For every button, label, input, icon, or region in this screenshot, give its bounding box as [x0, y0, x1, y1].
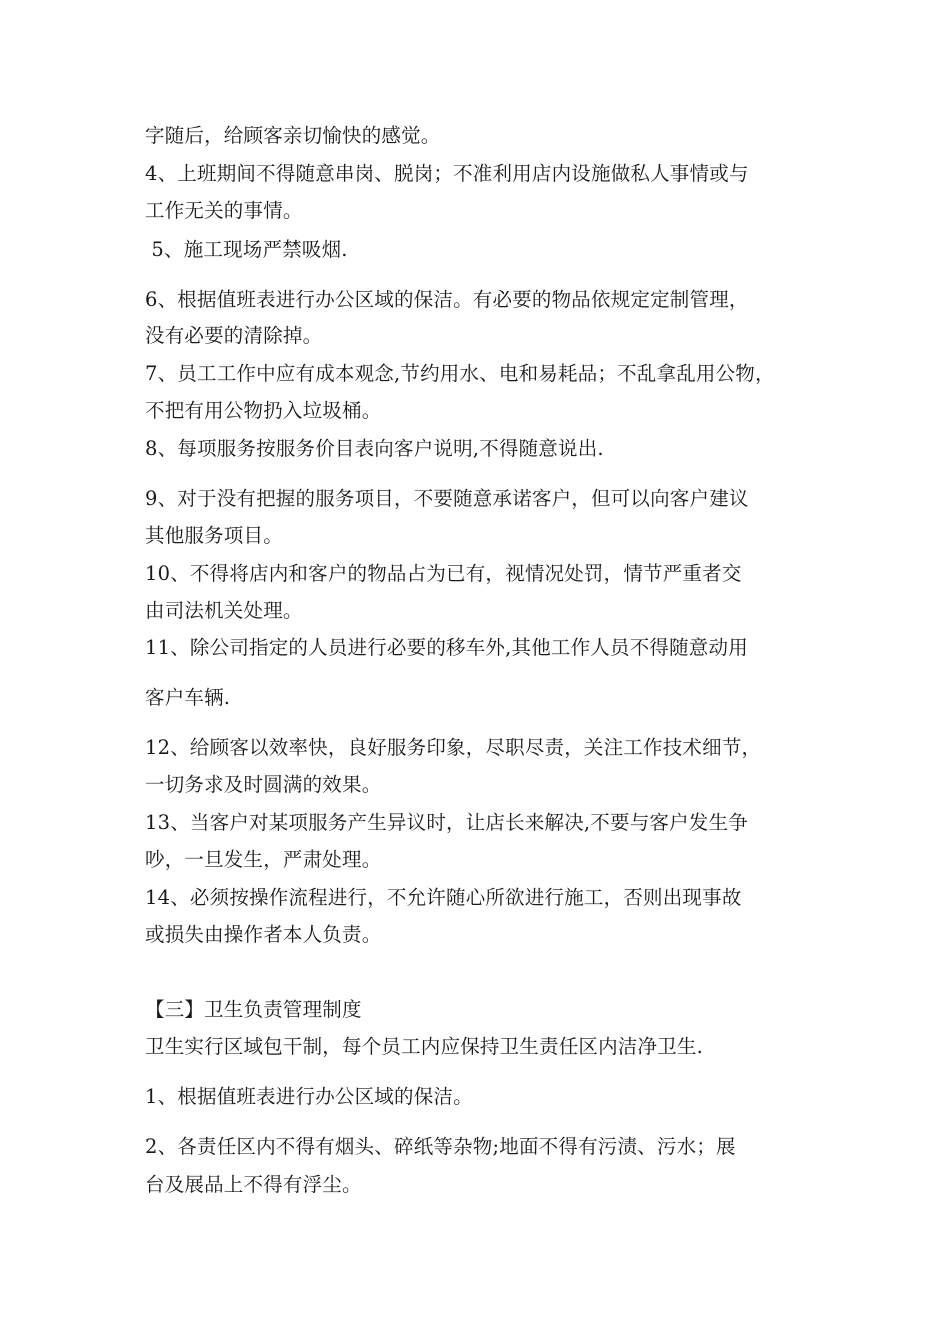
section-heading: 【三】卫生负责管理制度 [145, 998, 362, 1021]
text-line: 13、当客户对某项服务产生异议时，让店长来解决,不要与客户发生争 [145, 811, 748, 834]
text-line: 9、对于没有把握的服务项目，不要随意承诺客户，但可以向客户建议 [145, 487, 749, 510]
text-line: 7、员工工作中应有成本观念,节约用水、电和易耗品；不乱拿乱用公物， [145, 362, 775, 385]
text-line: 2、各责任区内不得有烟头、碎纸等杂物;地面不得有污渍、污水；展 [145, 1135, 736, 1158]
text-line: 吵，一旦发生，严肃处理。 [145, 848, 382, 871]
text-line: 字随后，给顾客亲切愉快的感觉。 [145, 124, 441, 147]
text-line: 8、每项服务按服务价目表向客户说明,不得随意说出. [145, 437, 604, 460]
text-line: 6、根据值班表进行办公区域的保洁。有必要的物品依规定定制管理， [145, 288, 749, 311]
text-line: 或损失由操作者本人负责。 [145, 923, 382, 946]
text-line: 14、必须按操作流程进行，不允许随心所欲进行施工，否则出现事故 [145, 886, 742, 909]
text-line: 没有必要的清除掉。 [145, 324, 323, 347]
text-line: 由司法机关处理。 [145, 599, 303, 622]
text-line: 1、根据值班表进行办公区域的保洁。 [145, 1085, 473, 1108]
text-line: 11、除公司指定的人员进行必要的移车外,其他工作人员不得随意动用 [145, 636, 748, 659]
text-line: 5、施工现场严禁吸烟. [145, 238, 348, 261]
text-line: 10、不得将店内和客户的物品占为已有，视情况处罚，情节严重者交 [145, 562, 742, 585]
text-line: 一切务求及时圆满的效果。 [145, 773, 382, 796]
text-line: 卫生实行区域包干制，每个员工内应保持卫生责任区内洁净卫生. [145, 1035, 703, 1058]
text-line: 12、给顾客以效率快，良好服务印象，尽职尽责，关注工作技术细节， [145, 736, 762, 759]
text-line: 不把有用公物扔入垃圾桶。 [145, 399, 382, 422]
text-line: 其他服务项目。 [145, 524, 283, 547]
text-line: 4、上班期间不得随意串岗、脱岗；不准利用店内设施做私人事情或与 [145, 162, 749, 185]
text-line: 工作无关的事情。 [145, 199, 303, 222]
text-line: 客户车辆. [145, 686, 231, 709]
text-line: 台及展品上不得有浮尘。 [145, 1173, 362, 1196]
